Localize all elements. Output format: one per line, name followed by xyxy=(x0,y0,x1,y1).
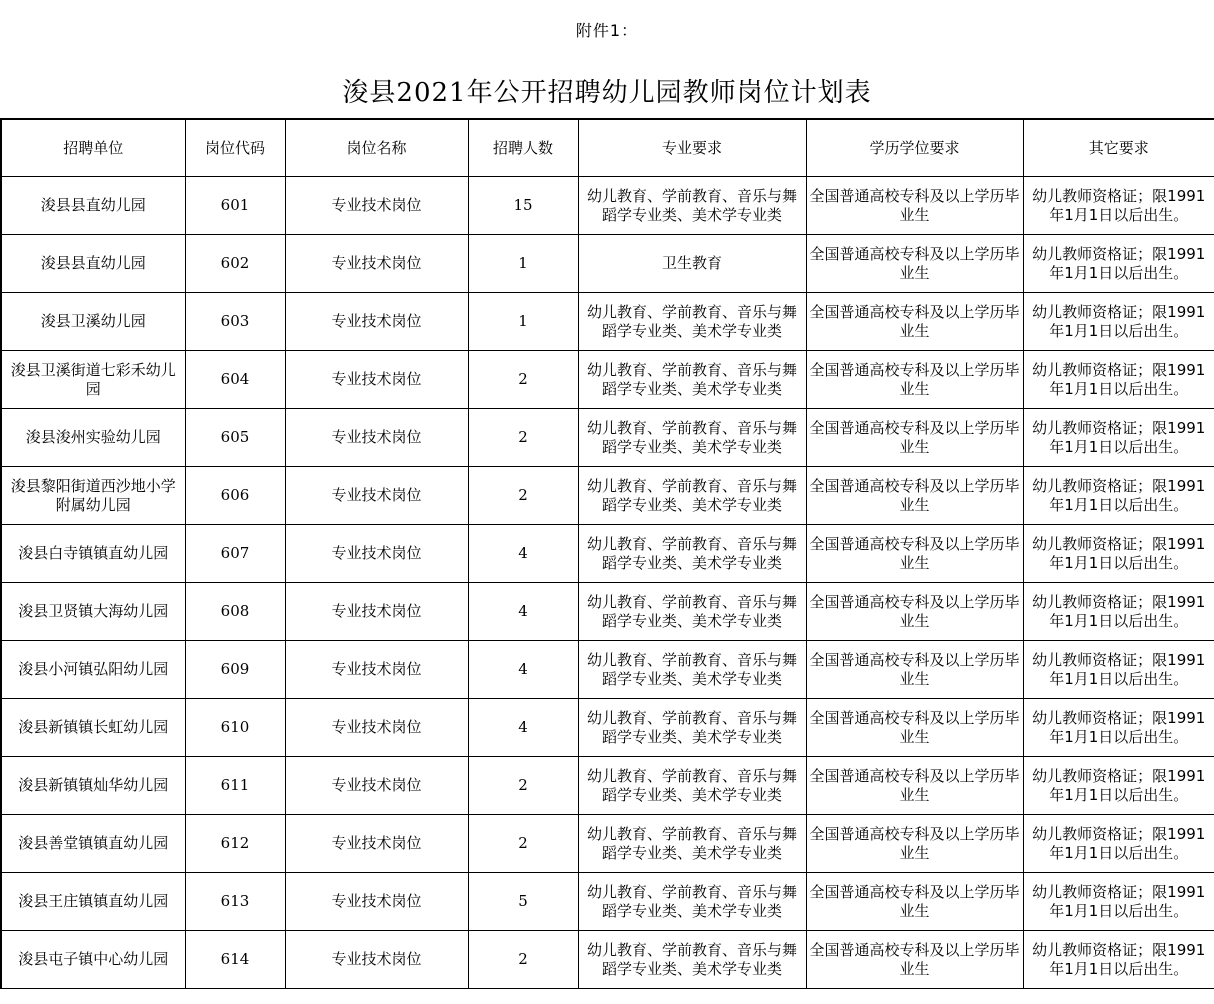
cell-count: 4 xyxy=(468,699,578,757)
cell-count: 15 xyxy=(468,177,578,235)
column-header-count: 招聘人数 xyxy=(468,119,578,177)
cell-education: 全国普通高校专科及以上学历毕业生 xyxy=(806,525,1023,583)
cell-major: 幼儿教育、学前教育、音乐与舞蹈学专业类、美术学专业类 xyxy=(578,293,806,351)
cell-major: 幼儿教育、学前教育、音乐与舞蹈学专业类、美术学专业类 xyxy=(578,467,806,525)
cell-major: 幼儿教育、学前教育、音乐与舞蹈学专业类、美术学专业类 xyxy=(578,815,806,873)
table-row xyxy=(1,757,1214,815)
cell-position: 专业技术岗位 xyxy=(285,699,468,757)
cell-position: 专业技术岗位 xyxy=(285,293,468,351)
column-header-code: 岗位代码 xyxy=(185,119,285,177)
cell-count: 4 xyxy=(468,583,578,641)
cell-code: 604 xyxy=(185,351,285,409)
cell-major: 幼儿教育、学前教育、音乐与舞蹈学专业类、美术学专业类 xyxy=(578,409,806,467)
cell-education: 全国普通高校专科及以上学历毕业生 xyxy=(806,235,1023,293)
cell-education: 全国普通高校专科及以上学历毕业生 xyxy=(806,177,1023,235)
cell-code: 613 xyxy=(185,873,285,931)
cell-other: 幼儿教师资格证；限1991年1月1日以后出生。 xyxy=(1023,757,1214,815)
cell-unit: 浚县白寺镇镇直幼儿园 xyxy=(1,525,185,583)
table-row xyxy=(1,815,1214,873)
cell-unit: 浚县新镇镇灿华幼儿园 xyxy=(1,757,185,815)
cell-position: 专业技术岗位 xyxy=(285,815,468,873)
cell-education: 全国普通高校专科及以上学历毕业生 xyxy=(806,409,1023,467)
cell-position: 专业技术岗位 xyxy=(285,873,468,931)
cell-other: 幼儿教师资格证；限1991年1月1日以后出生。 xyxy=(1023,815,1214,873)
cell-code: 612 xyxy=(185,815,285,873)
cell-major: 幼儿教育、学前教育、音乐与舞蹈学专业类、美术学专业类 xyxy=(578,351,806,409)
cell-code: 609 xyxy=(185,641,285,699)
cell-other: 幼儿教师资格证；限1991年1月1日以后出生。 xyxy=(1023,351,1214,409)
cell-unit: 浚县善堂镇镇直幼儿园 xyxy=(1,815,185,873)
cell-other: 幼儿教师资格证；限1991年1月1日以后出生。 xyxy=(1023,293,1214,351)
cell-code: 606 xyxy=(185,467,285,525)
cell-education: 全国普通高校专科及以上学历毕业生 xyxy=(806,873,1023,931)
cell-other: 幼儿教师资格证；限1991年1月1日以后出生。 xyxy=(1023,699,1214,757)
cell-other: 幼儿教师资格证；限1991年1月1日以后出生。 xyxy=(1023,467,1214,525)
table-row xyxy=(1,525,1214,583)
cell-education: 全国普通高校专科及以上学历毕业生 xyxy=(806,757,1023,815)
cell-education: 全国普通高校专科及以上学历毕业生 xyxy=(806,641,1023,699)
cell-major: 幼儿教育、学前教育、音乐与舞蹈学专业类、美术学专业类 xyxy=(578,699,806,757)
cell-other: 幼儿教师资格证；限1991年1月1日以后出生。 xyxy=(1023,873,1214,931)
page-title: 浚县2021年公开招聘幼儿园教师岗位计划表 xyxy=(342,78,872,108)
table-row xyxy=(1,583,1214,641)
cell-education: 全国普通高校专科及以上学历毕业生 xyxy=(806,351,1023,409)
cell-code: 610 xyxy=(185,699,285,757)
cell-education: 全国普通高校专科及以上学历毕业生 xyxy=(806,699,1023,757)
cell-code: 603 xyxy=(185,293,285,351)
cell-other: 幼儿教师资格证；限1991年1月1日以后出生。 xyxy=(1023,641,1214,699)
cell-position: 专业技术岗位 xyxy=(285,177,468,235)
table-row xyxy=(1,641,1214,699)
table-row xyxy=(1,931,1214,989)
table-row xyxy=(1,873,1214,931)
cell-count: 2 xyxy=(468,815,578,873)
recruitment-plan-table xyxy=(0,118,1214,989)
cell-code: 602 xyxy=(185,235,285,293)
cell-position: 专业技术岗位 xyxy=(285,235,468,293)
cell-count: 4 xyxy=(468,641,578,699)
column-header-major: 专业要求 xyxy=(578,119,806,177)
cell-position: 专业技术岗位 xyxy=(285,583,468,641)
table-row xyxy=(1,699,1214,757)
cell-other: 幼儿教师资格证；限1991年1月1日以后出生。 xyxy=(1023,931,1214,989)
table-row xyxy=(1,351,1214,409)
cell-count: 2 xyxy=(468,351,578,409)
cell-code: 608 xyxy=(185,583,285,641)
cell-count: 2 xyxy=(468,757,578,815)
cell-other: 幼儿教师资格证；限1991年1月1日以后出生。 xyxy=(1023,409,1214,467)
cell-major: 幼儿教育、学前教育、音乐与舞蹈学专业类、美术学专业类 xyxy=(578,641,806,699)
cell-education: 全国普通高校专科及以上学历毕业生 xyxy=(806,583,1023,641)
cell-other: 幼儿教师资格证；限1991年1月1日以后出生。 xyxy=(1023,177,1214,235)
column-header-other: 其它要求 xyxy=(1023,119,1214,177)
cell-unit: 浚县浚州实验幼儿园 xyxy=(1,409,185,467)
cell-unit: 浚县王庄镇镇直幼儿园 xyxy=(1,873,185,931)
table-row xyxy=(1,235,1214,293)
cell-unit: 浚县卫溪幼儿园 xyxy=(1,293,185,351)
cell-major: 幼儿教育、学前教育、音乐与舞蹈学专业类、美术学专业类 xyxy=(578,583,806,641)
cell-position: 专业技术岗位 xyxy=(285,467,468,525)
cell-position: 专业技术岗位 xyxy=(285,757,468,815)
cell-unit: 浚县卫贤镇大海幼儿园 xyxy=(1,583,185,641)
attachment-label: 附件1： xyxy=(575,21,639,40)
cell-code: 614 xyxy=(185,931,285,989)
cell-position: 专业技术岗位 xyxy=(285,931,468,989)
column-header-unit: 招聘单位 xyxy=(1,119,185,177)
cell-major: 幼儿教育、学前教育、音乐与舞蹈学专业类、美术学专业类 xyxy=(578,525,806,583)
cell-education: 全国普通高校专科及以上学历毕业生 xyxy=(806,293,1023,351)
column-header-education: 学历学位要求 xyxy=(806,119,1023,177)
cell-unit: 浚县卫溪街道七彩禾幼儿园 xyxy=(1,351,185,409)
table-row xyxy=(1,409,1214,467)
table-row xyxy=(1,177,1214,235)
column-header-position: 岗位名称 xyxy=(285,119,468,177)
cell-major: 幼儿教育、学前教育、音乐与舞蹈学专业类、美术学专业类 xyxy=(578,873,806,931)
cell-other: 幼儿教师资格证；限1991年1月1日以后出生。 xyxy=(1023,235,1214,293)
cell-major: 幼儿教育、学前教育、音乐与舞蹈学专业类、美术学专业类 xyxy=(578,931,806,989)
cell-unit: 浚县小河镇弘阳幼儿园 xyxy=(1,641,185,699)
cell-major: 幼儿教育、学前教育、音乐与舞蹈学专业类、美术学专业类 xyxy=(578,177,806,235)
cell-count: 1 xyxy=(468,235,578,293)
cell-education: 全国普通高校专科及以上学历毕业生 xyxy=(806,931,1023,989)
cell-unit: 浚县屯子镇中心幼儿园 xyxy=(1,931,185,989)
cell-position: 专业技术岗位 xyxy=(285,351,468,409)
cell-count: 4 xyxy=(468,525,578,583)
cell-count: 1 xyxy=(468,293,578,351)
cell-count: 2 xyxy=(468,409,578,467)
cell-code: 601 xyxy=(185,177,285,235)
cell-education: 全国普通高校专科及以上学历毕业生 xyxy=(806,467,1023,525)
cell-count: 2 xyxy=(468,931,578,989)
cell-position: 专业技术岗位 xyxy=(285,525,468,583)
cell-education: 全国普通高校专科及以上学历毕业生 xyxy=(806,815,1023,873)
cell-other: 幼儿教师资格证；限1991年1月1日以后出生。 xyxy=(1023,525,1214,583)
cell-position: 专业技术岗位 xyxy=(285,641,468,699)
cell-count: 2 xyxy=(468,467,578,525)
table-row xyxy=(1,467,1214,525)
cell-major: 幼儿教育、学前教育、音乐与舞蹈学专业类、美术学专业类 xyxy=(578,757,806,815)
table-body xyxy=(1,177,1214,989)
cell-code: 611 xyxy=(185,757,285,815)
cell-major: 卫生教育 xyxy=(578,235,806,293)
cell-unit: 浚县新镇镇长虹幼儿园 xyxy=(1,699,185,757)
cell-code: 607 xyxy=(185,525,285,583)
cell-unit: 浚县黎阳街道西沙地小学附属幼儿园 xyxy=(1,467,185,525)
cell-unit: 浚县县直幼儿园 xyxy=(1,177,185,235)
cell-unit: 浚县县直幼儿园 xyxy=(1,235,185,293)
cell-position: 专业技术岗位 xyxy=(285,409,468,467)
table-row xyxy=(1,293,1214,351)
table-header-row xyxy=(1,119,1214,177)
cell-other: 幼儿教师资格证；限1991年1月1日以后出生。 xyxy=(1023,583,1214,641)
cell-count: 5 xyxy=(468,873,578,931)
cell-code: 605 xyxy=(185,409,285,467)
